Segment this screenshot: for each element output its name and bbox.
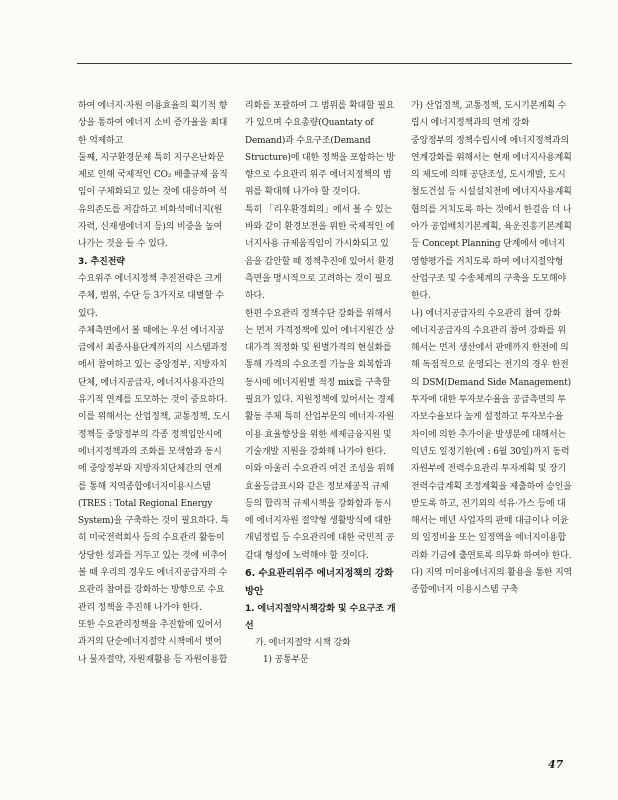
paragraph: 리화를 포괄하여 그 범위를 확대할 필요가 있으며 수요총량(Quantaty of Demand)과 수요구조(Demand Structure)에 대한 정책을 포함하는 방향으로 수요관리 위주 에너지정책의 범위를 확대해 나가야 할 것이다. [245,101,395,198]
page-number: 47 [548,758,564,771]
item-heading: 가. 에너지절약 시책 강화 [255,638,351,649]
paragraph: 하여 에너지·자원 이용효율의 획기적 향상을 통하여 에너지 소비 증가율을 최대한 억제하고 [78,101,228,146]
paragraph: 이와 아울러 수요관리 여건 조성을 위해 효율등급표시와 같은 정보제공적 규제 등의 합리적 규제시책을 강화함과 동시에 에너지자원 절약형 생활방식에 대한 개념정립 등 수요관리에 대한 국민적 공감대 형성에 노력해야 할 것이다. [245,464,395,561]
paragraph: 중앙정부의 정책수립시에 에너지정책과의 연계강화를 위해서는 현재 에너지사용계획의 제도에 의해 공단조성, 도시개발, 도시철도건설 등 시설설치전에 에너지사용계획 협의를 거치도록 하는 것에서 한걸음 더 나아가 공업배치기본계획, 육운진흥기본계획 등 Concept Planning 단계에서 에너지영향평가를 거치도록 하여 에너지절약형 산업구조 및 수송체계의 구축을 도모해야 한다. [411,135,572,302]
subsection-heading: 1. 에너지절약시책강화 및 수요구조 개선 [245,604,396,632]
header-rule [77,63,572,64]
item-heading: 다) 지역 미이용에너지의 활용을 통한 지역종합에너지 이용시스템 구축 [411,568,573,596]
paragraph: 또한 수요관리정책을 추진함에 있어서 과거의 단순에너지절약 시책에서 벗어나 물자절약, 자원재활용 등 자원이용합 [78,619,228,665]
paragraph: 수요위주 에너지정책 추진전략은 크게 주체, 범위, 수단 등 3가지로 대별할 수 있다. [78,273,224,319]
paragraph: 둘째, 지구환경문제 특히 지구온난화문제로 인해 국제적인 CO₂ 배출규제 움직임이 구체화되고 있는 것에 대응하여 석유의존도를 저감하고 비화석에너지(원자력, 신재생에너지 등)의 비중을 높여 나가는 것을 들 수 있다. [78,152,228,250]
paragraph: 한편 수요관리 정책수단 강화를 위해서는 먼저 가격정책에 있어 에너지원간 상대가격 적정화 및 원별가격의 현실화를 통해 가격의 수요조절 기능을 회복함과 동시에 에너지원별 적정 mix를 구축할 필요가 있다. 지원정책에 있어서는 경제활동 주체 특히 산업부문의 에너지·자원이용 효율향상을 위한 세제금융지원 및 기술개발 지원을 강화해 나가야 한다. [245,308,395,457]
column-3 [411,98,573,600]
paragraph: 에너지공급자의 수요관리 참여 강화를 위해서는 먼저 생산에서 판매까지 한전에 의해 독점적으로 운영되는 전기의 경우 한전의 DSM(Demand Side Management)투자에 대한 투자보수율을 공급측면의 투자보수율보다 높게 설정하고 투자보수율 차이에 의한 추가이윤 발생분에 대해서는 익년도 일정기한(예 : 6월 30일)까지 동력자원부에 전력수요관리 투자계획 및 장기전력수급계획 조정계획을 제출하여 승인을 받도록 하고, 전기외의 석유·가스 등에 대해서는 매년 사업자의 판매 대금이나 이윤의 일정비율 또는 일정액을 에너지이용합리화 기금에 출연토록 의무화 하여야 한다. [411,325,572,561]
item-heading: 가) 산업정책, 교통정책, 도시기본계획 수립시 에너지정책과의 연계 강화 [411,101,567,129]
chapter-heading: 6. 수요관리위주 에너지정책의 강화방안 [245,568,394,598]
section-heading: 3. 추진전략 [78,256,125,267]
paragraph: 특히 「리우환경회의」에서 볼 수 있는 바와 같이 환경보전을 위한 국제적인 에너지사용 규제움직임이 가시화되고 있음을 감안할 때 정책추진에 있어서 환경측면을 명시적으로 고려하는 것이 필요하다. [245,204,395,302]
paragraph: 주체측면에서 볼 때에는 우선 에너지공급에서 최종사용단계까지의 시스템과정에서 참여하고 있는 중앙정부, 지방자치단체, 에너지공급자, 에너지사용자간의 유기적 연계를 도모하는 것이 중요하다. 이를 위해서는 산업정책, 교통정책, 도시정책등 중앙정부의 각종 정책입안시에 에너지정책과의 조화를 모색함과 동시에 중앙정부와 지방자치단체간의 연계를 통해 지역종합에너지이용시스템(TRES : Total Regional Energy System)을 구축하는 것이 필요하다. 특히 미국전력회사 등의 수요관리 활동이 상당한 성과를 거두고 있는 것에 비추어 볼 때 우리의 경우도 에너지공급자의 수요관리 참여를 강화하는 방향으로 수요관리 정책을 추진해 나가야 한다. [78,325,230,613]
item-heading: 나) 에너지공급자의 수요관리 참여 강화 [411,308,561,319]
column-1 [78,98,230,669]
column-2 [245,98,397,670]
item-heading: 1) 공통부문 [263,655,309,666]
